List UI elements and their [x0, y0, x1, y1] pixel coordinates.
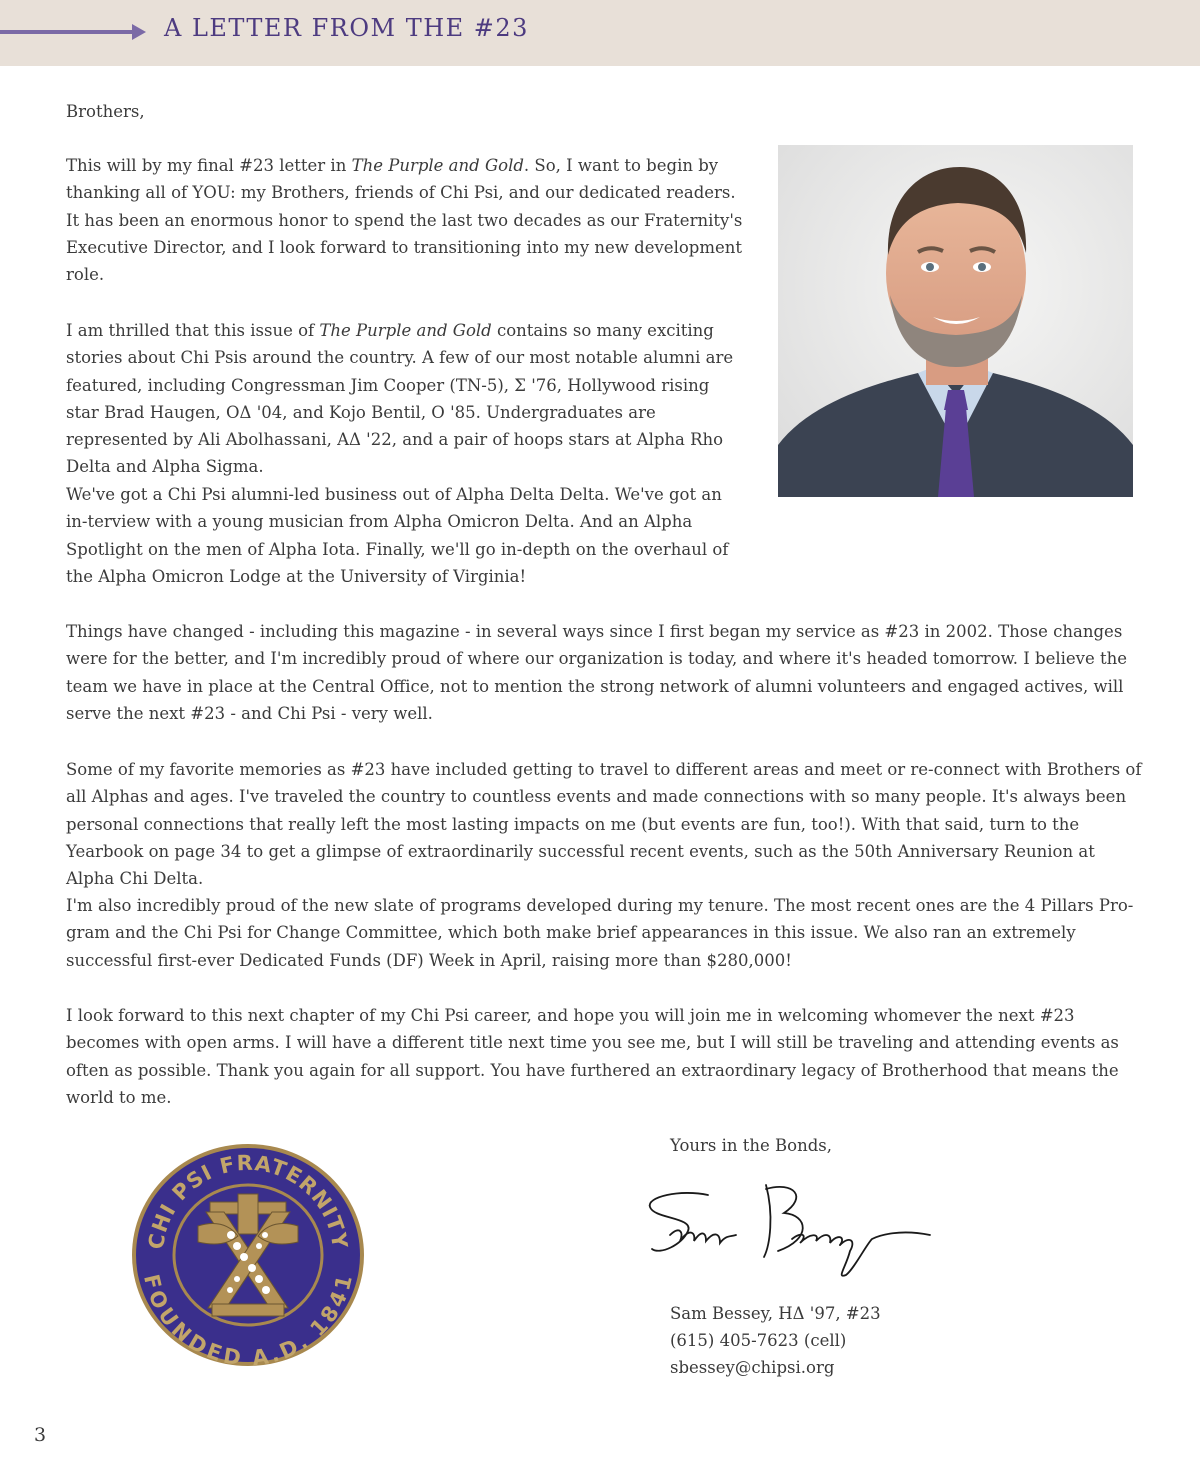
publication-title: The Purple and Gold	[319, 321, 492, 340]
paragraph-5: Some of my favorite memories as #23 have included getting to travel to different areas and meet or re-connect with Brothers of all Alphas and ages. I've traveled the country to countless events and made connections with so many people. It's always been personal connections that really left the most lasting impacts on me (but events are fun, too!). With that said, turn to the Yearbook on page 34 to get a glimpse of extraordinarily successful recent events, such as the 50th Anniversary Reunion at Alpha Chi Delta.	[66, 760, 1142, 889]
signature-block	[670, 1300, 881, 1381]
paragraph-3: We've got a Chi Psi alumni-led business out of Alpha Delta Delta. We've got an in-terview with a young musician from Alpha Omicron Delta. And an Alpha Spotlight on the men of Alpha Iota. Finally, we'll go in-depth on the overhaul of the Alpha Omicron Lodge at the University of Virginia!	[66, 485, 729, 586]
paragraph-1-text-b: . So, I want to begin by thanking all of YOU: my Brothers, friends of Chi Psi, and our dedicated readers. It has been an enormous honor to spend the last two decades as our Fraternity's Executive Director, and I look forward to transitioning into my new development role.	[66, 156, 743, 285]
publication-title: The Purple and Gold	[351, 156, 524, 175]
paragraph-6: I'm also incredibly proud of the new slate of programs developed during my tenure. The most recent ones are the 4 Pillars Pro-gram and the Chi Psi for Change Committee, which both make brief appearances in this issue. We also ran an extremely successful first-ever Dedicated Funds (DF) Week in April, raising more than $280,000!	[66, 896, 1134, 970]
chi-psi-seal	[128, 1140, 368, 1370]
page-number: 3	[34, 1424, 47, 1446]
signature	[640, 1175, 940, 1295]
author-portrait	[778, 145, 1133, 497]
signer-email[interactable]: sbessey@chipsi.org	[670, 1358, 835, 1377]
page-header	[0, 0, 1200, 66]
signer-phone: (615) 405-7623 (cell)	[670, 1331, 847, 1350]
closing-valediction: Yours in the Bonds,	[670, 1136, 832, 1155]
page-title: A LETTER FROM THE #23	[164, 14, 529, 42]
seal-top-text: CHI PSI FRATERNITY	[143, 1150, 353, 1251]
header-arrow-line	[0, 30, 134, 34]
signer-name: Sam Bessey, HΔ '97, #23	[670, 1304, 881, 1323]
arrow-right-icon	[132, 24, 146, 40]
paragraph-1	[66, 152, 746, 288]
salutation: Brothers,	[66, 102, 145, 121]
paragraph-7: I look forward to this next chapter of my Chi Psi career, and hope you will join me in welcoming whomever the next #23 becomes with open arms. I will have a different title next time you see me, but I will still be traveling and attending events as often as possible. Thank you again for all support. You have furthered an extraordinary legacy of Brotherhood that means the world to me.	[66, 1006, 1119, 1107]
seal-bottom-text: FOUNDED A.D. 1841	[138, 1272, 358, 1370]
paragraph-2	[66, 317, 746, 481]
paragraph-2-text-a: I am thrilled that this issue of	[66, 321, 320, 340]
paragraph-4: Things have changed - including this magazine - in several ways since I first began my service as #23 in 2002. Those changes were for the better, and I'm incredibly proud of where our organization is today, and where it's headed tomorrow. I believe the team we have in place at the Central Office, not to mention the strong network of alumni volunteers and engaged actives, will serve the next #23 - and Chi Psi - very well.	[66, 622, 1128, 723]
paragraph-1-text-a: This will by my final #23 letter in	[66, 156, 352, 175]
paragraph-2-text-b: contains so many exciting stories about Chi Psis around the country. A few of our most notable alumni are featured, including Congressman Jim Cooper (TN-5), Σ '76, Hollywood rising star Brad Haugen, OΔ '04, and Kojo Bentil, O '85. Undergraduates are represented by Ali Abolhassani, AΔ '22, and a pair of hoops stars at Alpha Rho Delta and Alpha Sigma.	[66, 321, 734, 477]
